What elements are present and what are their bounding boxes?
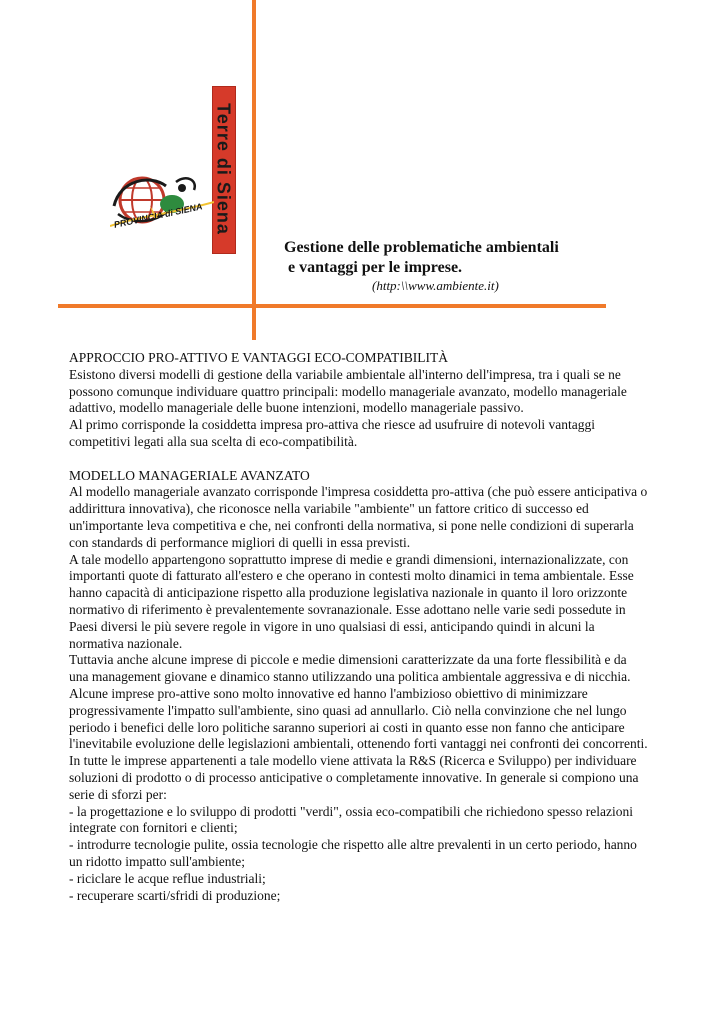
paragraph: Al primo corrisponde la cosiddetta impresa pro-attiva che riesce ad usufruire di notevoli vantaggi competitivi legati alla sua scelta di eco-compatibilità. xyxy=(69,417,595,449)
paragraph-spacer xyxy=(69,451,649,468)
paragraph: Tuttavia anche alcune imprese di piccole e medie dimensioni caratterizzate da una forte flessibilità e da una management giovane e dinamico stanno utilizzando una politica ambientale aggressiva e di nicchia. xyxy=(69,652,631,685)
title-line-1: Gestione delle problematiche ambientali xyxy=(284,239,559,256)
title-line-2: e vantaggi per le imprese. xyxy=(288,259,463,276)
section-heading-approccio: APPROCCIO PRO-ATTIVO E VANTAGGI ECO-COMPATIBILITÀ xyxy=(69,350,448,365)
logo-subtitle: PROVINCIA di SIENA xyxy=(112,201,204,230)
vertical-orange-rule xyxy=(252,0,256,340)
logo-brand-text: Terre di Siena xyxy=(213,103,234,235)
paragraph: Alcune imprese pro-attive sono molto innovative ed hanno l'ambizioso obiettivo di minimizzare progressivamente l'impatto sull'ambiente, sino quasi ad annullarlo. Ciò nella convinzione che nel lungo periodo i benefici delle loro politiche saranno superiori ai costi in quanto esse non fanno che anticipare l'inevitabile evoluzione delle legislazioni ambientali, ottenendo forti vantaggi nei confronti dei concorrenti. xyxy=(69,685,648,752)
paragraph: In tutte le imprese appartenenti a tale modello viene attivata la R&S (Ricerca e Sviluppo) per individuare soluzioni di prodotto o di processo anticipative o completamente innovative. In generale si compiono una serie di sforzi per: xyxy=(69,753,639,802)
paragraph: Al modello manageriale avanzato corrisponde l'impresa cosiddetta pro-attiva (che può essere anticipativa o addirittura innovativa), che riconosce nella variabile "ambiente" un fattore critico di successo ed un'importante leva competitiva e che, nei confronti della normativa, si pone nelle condizioni di superarla con standards di performance migliori di quelli in essa previsti. xyxy=(69,484,648,550)
paragraph: A tale modello appartengono soprattutto imprese di medie e grandi dimensioni, internazionalizzate, con importanti quote di fatturato all'estero e che operano in contesti molto dinamici in tema ambientale. Esse hanno capacità di anticipazione rispetto alla produzione legislativa nazionale in quanto il loro orizzonte normativo di riferimento è prevalentemente sovranazionale. Esse adottano nelle varie sedi possedute in Paesi diversi le più severe regole in vigore in uno qualsiasi di essi, anticipando quindi in alcuni la normativa nazionale. xyxy=(69,551,634,651)
document-title xyxy=(284,238,559,278)
terre-di-siena-logo xyxy=(110,86,240,256)
paragraph: Esistono diversi modelli di gestione della variabile ambientale all'interno dell'impresa, tra i quali se ne possono comunque individuare quattro principali: modello manageriale avanzato, modello manageriale adattivo, modello manageriale delle buone intenzioni, modello manageriale passivo. xyxy=(69,366,627,416)
list-item: - riciclare le acque reflue industriali; xyxy=(69,870,266,886)
document-body xyxy=(69,350,649,904)
list-item: - introdurre tecnologie pulite, ossia tecnologie che rispetto alle altre prevalenti in un certo periodo, hanno un ridotto impatto sull'ambiente; xyxy=(69,837,637,869)
horizontal-orange-rule xyxy=(58,304,606,308)
source-url: (http:\\www.ambiente.it) xyxy=(372,278,499,293)
list-item: - recuperare scarti/sfridi di produzione; xyxy=(69,887,281,903)
list-item: - la progettazione e lo sviluppo di prodotti "verdi", ossia eco-compatibili che richiedono spesso relazioni integrate con fornitori e clienti; xyxy=(69,803,633,836)
section-heading-modello: MODELLO MANAGERIALE AVANZATO xyxy=(69,467,310,483)
